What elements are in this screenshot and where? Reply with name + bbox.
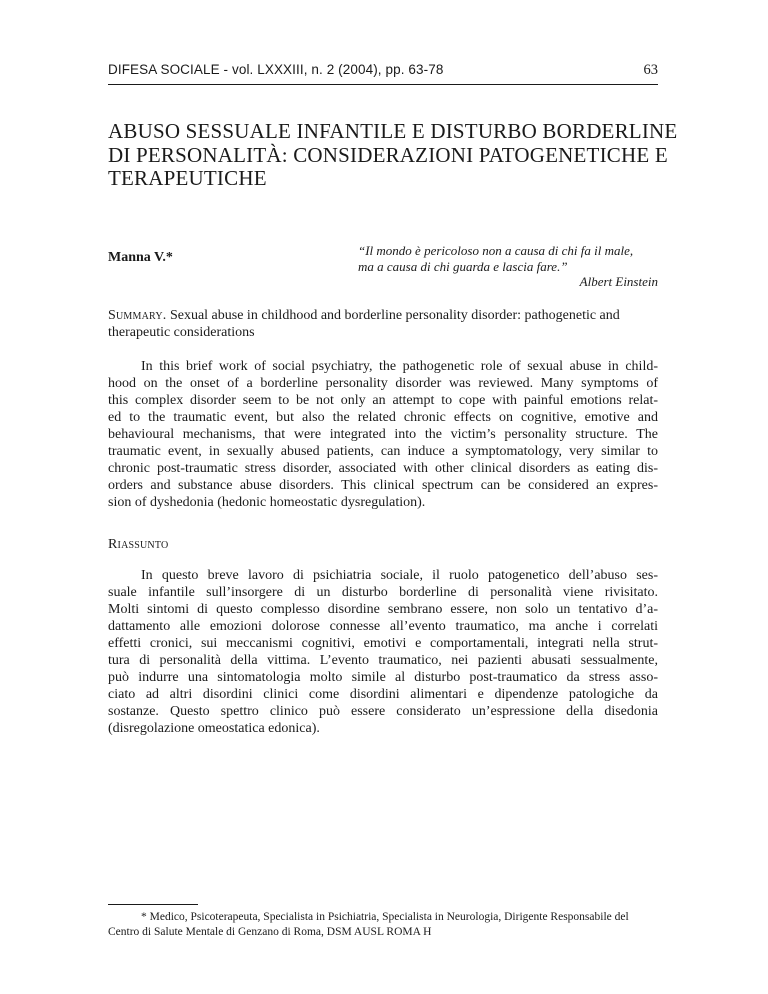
abstract-line: this complex disorder seem to be not only an attempt to cope with painful emotions relat- <box>108 393 658 408</box>
riassunto-line: effetti cronici, sui meccanismi cognitivi, emotivi e comportamentali, integrati nella strut- <box>108 636 658 651</box>
abstract-line: sion of dyshedonia (hedonic homeostatic dysregulation). <box>108 495 426 510</box>
riassunto-line: Molti sintomi di questo complesso disordine sembrano essere, non solo un tentativo d’a- <box>108 602 658 617</box>
riassunto-line: dattamento alle emozioni dolorose connesse all’evento traumatico, ma anche i correlati <box>108 619 658 634</box>
riassunto-line: tura di personalità della vittima. L’evento traumatico, nei pazienti abusati sessualmente, <box>108 653 658 668</box>
title-line: TERAPEUTICHE <box>108 166 267 190</box>
riassunto-abstract <box>108 567 658 737</box>
summary-label: Summary. <box>108 308 167 323</box>
abstract-line: traumatic event, in sexually abused patients, can induce a symptomatology, very similar to <box>108 444 658 459</box>
riassunto-line: sostanze. Questo spettro clinico può essere considerato un’espressione della disedonia <box>108 704 658 719</box>
page-number: 63 <box>643 62 658 78</box>
abstract-line: chronic post-traumatic stress disorder, associated with other clinical disorders as eating dis- <box>108 461 658 476</box>
riassunto-line: (disregolazione omeostatica edonica). <box>108 721 320 736</box>
epigraph <box>358 243 658 290</box>
summary-title-line: therapeutic considerations <box>108 325 255 340</box>
title-line: DI PERSONALITÀ: CONSIDERAZIONI PATOGENETICHE E <box>108 142 668 167</box>
riassunto-heading: Riassunto <box>108 537 169 552</box>
riassunto-line: In questo breve lavoro di psichiatria sociale, il ruolo patogenetico dell’abuso ses- <box>141 568 658 583</box>
abstract-line: orders and substance abuse disorders. This clinical spectrum can be considered an expres- <box>108 478 658 493</box>
footnote-divider <box>108 904 198 905</box>
journal-reference: DIFESA SOCIALE - vol. LXXXIII, n. 2 (2004), pp. 63-78 <box>108 62 444 77</box>
footnote <box>108 910 658 940</box>
footnote-line: * Medico, Psicoterapeuta, Specialista in Psichiatria, Specialista in Neurologia, Dirigente Responsabile del <box>141 911 629 923</box>
summary-heading <box>108 307 658 341</box>
summary-abstract <box>108 358 658 511</box>
riassunto-line: può indurre una sintomatologia molto simile al disturbo post-traumatico da stress asso- <box>108 670 658 685</box>
epigraph-attribution: Albert Einstein <box>579 274 658 289</box>
footnote-line: Centro di Salute Mentale di Genzano di Roma, DSM AUSL ROMA H <box>108 926 432 938</box>
title-line: ABUSO SESSUALE INFANTILE E DISTURBO BORDERLINE <box>108 119 678 143</box>
abstract-line: behavioural mechanisms, that were integrated into the victim’s personality structure. The <box>108 427 658 442</box>
author-name: Manna V.* <box>108 250 173 265</box>
riassunto-line: suale infantile sull’insorgere di un disturbo borderline di personalità viene rivisitato. <box>108 585 658 600</box>
summary-title-line: Sexual abuse in childhood and borderline personality disorder: pathogenetic and <box>166 308 620 323</box>
abstract-line: hood on the onset of a borderline personality disorder was reviewed. Many symptoms of <box>108 376 658 391</box>
abstract-line: In this brief work of social psychiatry, the pathogenetic role of sexual abuse in child- <box>141 359 658 374</box>
epigraph-line: ma a causa di chi guarda e lascia fare.” <box>358 258 568 274</box>
running-head <box>108 62 658 85</box>
riassunto-line: ciato ad altri disordini clinici come disordini alimentari e dipendenze patologiche da <box>108 687 658 702</box>
abstract-line: ed to the traumatic event, but also the related chronic effects on cognitive, emotive and <box>108 410 658 425</box>
epigraph-line: “Il mondo è pericoloso non a causa di chi fa il male, <box>358 243 634 258</box>
article-title <box>108 119 678 191</box>
